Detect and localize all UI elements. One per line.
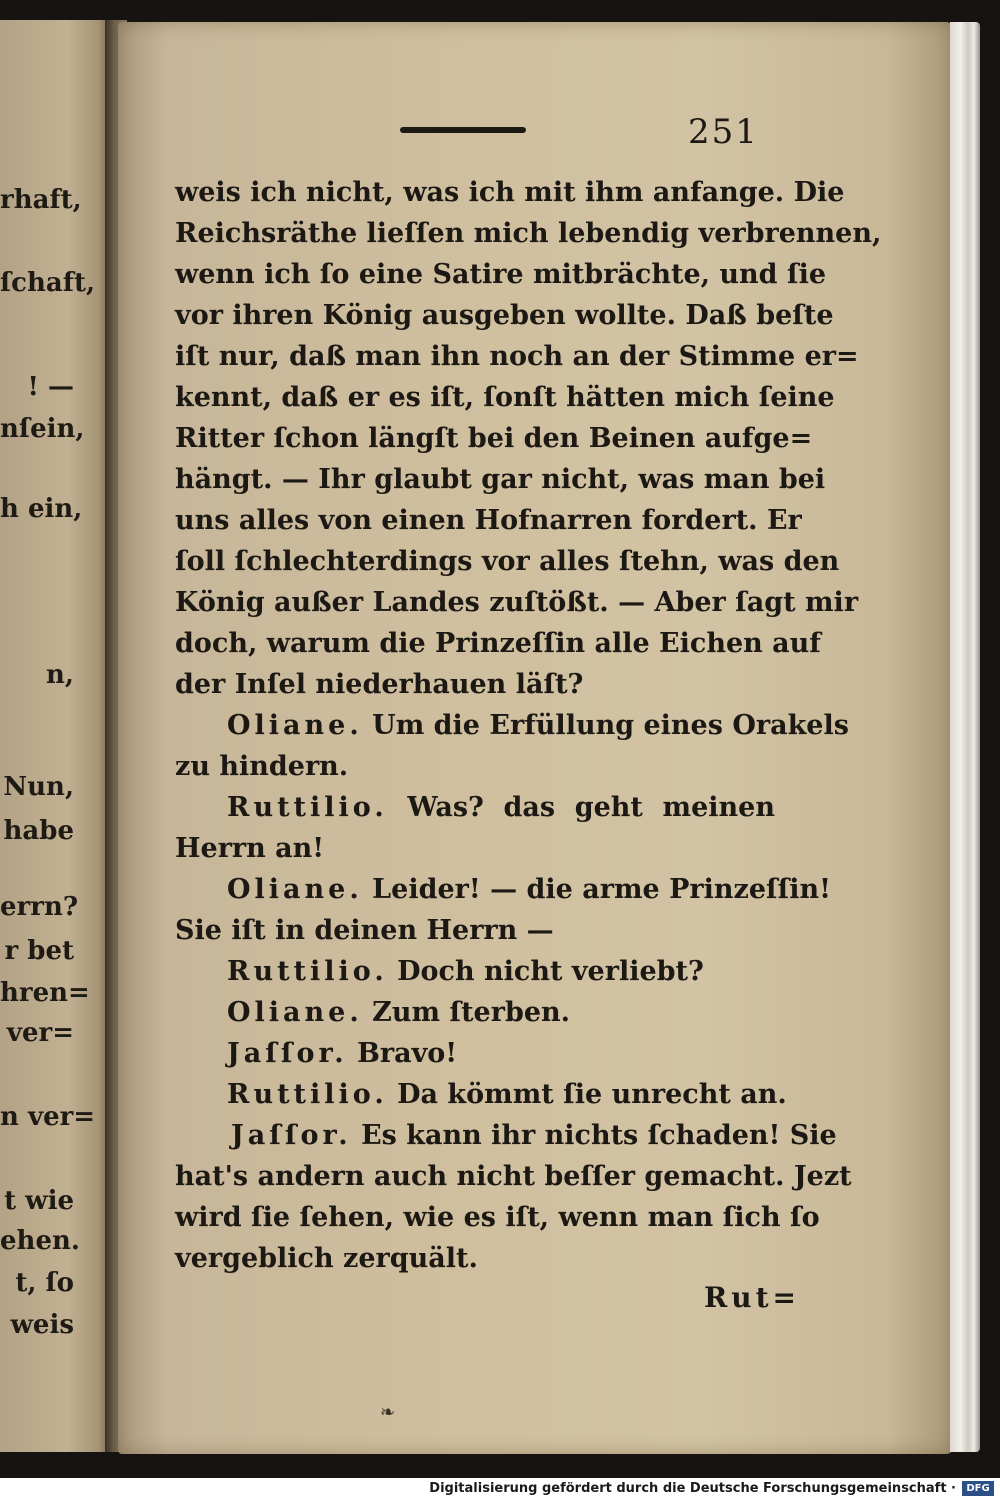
speech-text: Um die Erfüllung eines Orakels	[372, 710, 849, 741]
text-line: hat's andern auch nicht beſſer gemacht. Jezt	[175, 1161, 852, 1192]
text-line: wenn ich ſo eine Satire mitbrächte, und ſie	[175, 259, 827, 290]
left-page-line: t, ſo	[15, 1268, 74, 1298]
page-number: 251	[688, 112, 759, 152]
text-line: wird ſie ſehen, wie es iſt, wenn man ſich ſo	[175, 1202, 820, 1233]
dialogue-line	[175, 869, 831, 910]
ornament-mark: ❧	[380, 1402, 396, 1423]
speech-text: Doch nicht verliebt?	[397, 956, 704, 987]
dialogue-line	[175, 705, 849, 746]
text-line: Reichsräthe lieſſen mich lebendig verbrennen,	[175, 218, 882, 249]
text-line: Ritter ſchon längſt bei den Beinen aufge=	[175, 423, 813, 454]
text-line: vergeblich zerquält.	[175, 1243, 478, 1274]
left-page-line: h ein,	[0, 494, 83, 524]
dialogue-line	[175, 992, 775, 1033]
footer-credit: Digitalisierung gefördert durch die Deutsche Forschungsgemeinschaft ·	[429, 1481, 956, 1496]
left-page-line: r bet	[4, 936, 74, 966]
left-page-line: n,	[46, 660, 74, 690]
dialogue-continuation: Sie iſt in deinen Herrn —	[175, 915, 554, 946]
speaker-name: Ruttilio.	[227, 956, 388, 987]
speech-text: Was? das geht meinen	[407, 792, 775, 823]
speech-text: Da kömmt ſie unrecht an.	[397, 1079, 787, 1110]
catchword: Rut=	[704, 1281, 801, 1314]
speaker-name: Oliane.	[227, 997, 363, 1028]
left-page-line: ſchaft,	[0, 268, 96, 298]
speech-text: Leider! — die arme Prinzeſſin!	[372, 874, 831, 905]
speech-text: Zum ſterben.	[372, 997, 571, 1028]
left-page-line: hren=	[0, 978, 90, 1008]
dfg-logo-icon[interactable]: DFG	[962, 1481, 994, 1496]
text-line: doch, warum die Prinzeſſin alle Eichen auf	[175, 628, 821, 659]
header-rule	[400, 127, 526, 133]
speaker-name: Ruttilio.	[227, 1079, 388, 1110]
speech-text: Bravo!	[357, 1038, 458, 1069]
left-page-line: Nun,	[3, 772, 74, 802]
speaker-name: Oliane.	[227, 874, 363, 905]
dialogue-line	[175, 951, 775, 992]
left-page-line: t wie	[4, 1186, 74, 1216]
left-page-line: errn?	[0, 892, 79, 922]
text-block	[175, 172, 882, 1279]
footer-bar	[0, 1478, 1000, 1500]
speaker-name: Jaſſor.	[231, 1120, 352, 1151]
left-page-line: ! —	[27, 372, 74, 402]
left-page-line: rhaft,	[0, 185, 82, 215]
text-line: uns alles von einen Hofnarren fordert. Er	[175, 505, 802, 536]
text-line: vor ihren König ausgeben wollte. Daß beſte	[175, 300, 834, 331]
text-line: König außer Landes zuſtößt. — Aber ſagt mir	[175, 587, 859, 618]
text-line: weis ich nicht, was ich mit ihm anfange. Die	[175, 177, 845, 208]
dialogue-continuation: Herrn an!	[175, 833, 325, 864]
text-line: ſoll ſchlechterdings vor alles ſtehn, was den	[175, 546, 840, 577]
dialogue-line	[175, 1115, 837, 1156]
left-page-line: weis	[10, 1310, 74, 1340]
left-page	[0, 20, 112, 1452]
left-page-line: ver=	[6, 1018, 74, 1048]
left-page-line: habe	[3, 816, 74, 846]
speaker-name: Ruttilio.	[227, 792, 388, 823]
left-page-line: n ver=	[0, 1102, 96, 1132]
dialogue-continuation: zu hindern.	[175, 751, 349, 782]
left-page-line: ehen.	[0, 1226, 80, 1256]
dialogue-line	[175, 1033, 775, 1074]
text-line: kennt, daß er es iſt, ſonſt hätten mich ſeine	[175, 382, 835, 413]
left-page-line: nſein,	[0, 414, 85, 444]
speech-text: Es kann ihr nichts ſchaden! Sie	[361, 1120, 837, 1151]
page-edges	[950, 22, 980, 1452]
speaker-name: Oliane.	[227, 710, 363, 741]
text-line: hängt. — Ihr glaubt gar nicht, was man bei	[175, 464, 826, 495]
dialogue-line	[175, 787, 775, 828]
speaker-name: Jaſſor.	[227, 1038, 348, 1069]
text-line: der Inſel niederhauen läſt?	[175, 669, 584, 700]
dialogue-line	[175, 1074, 787, 1115]
text-line: iſt nur, daß man ihn noch an der Stimme er=	[175, 341, 859, 372]
